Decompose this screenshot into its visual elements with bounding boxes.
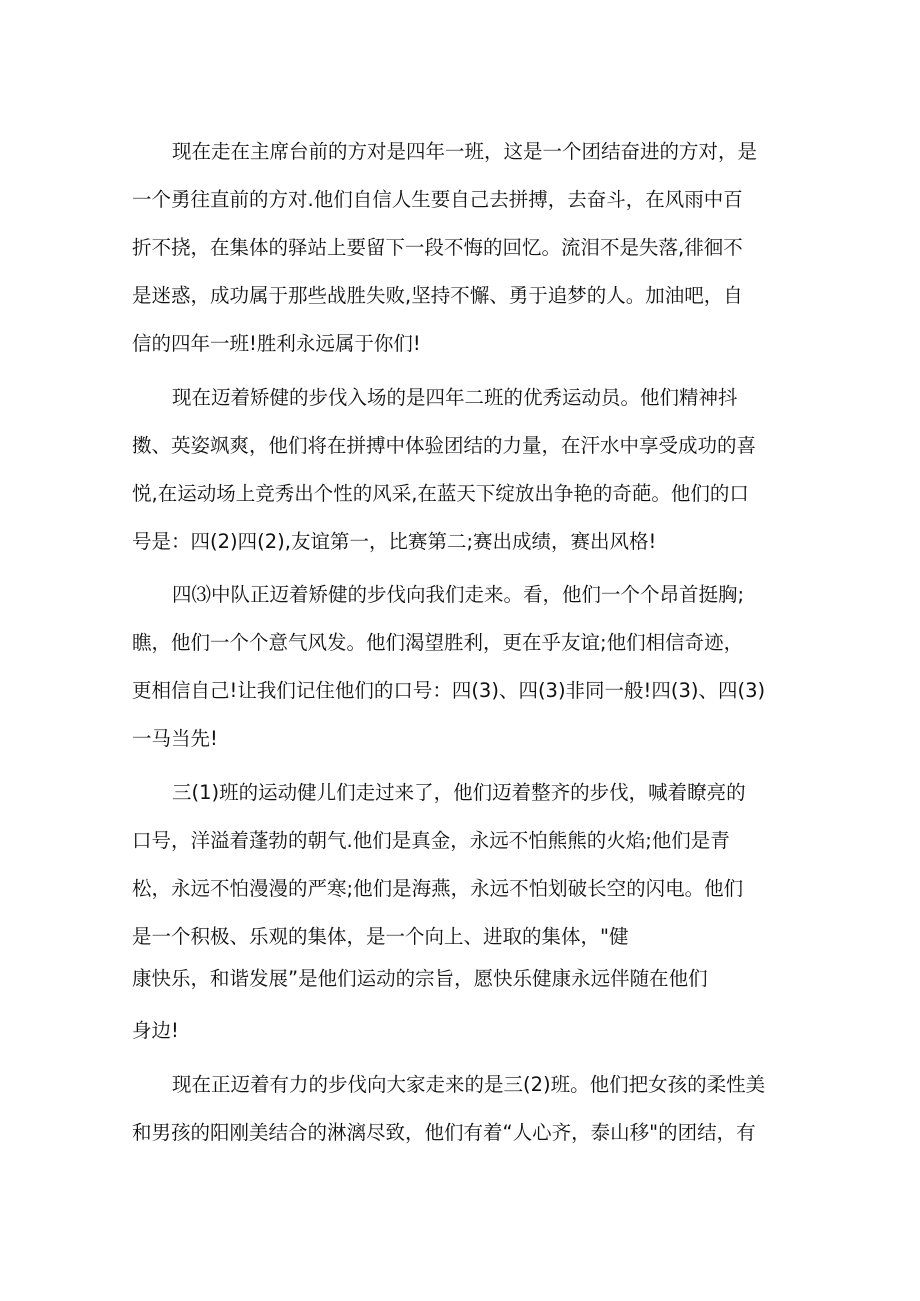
paragraph-3-line-1: 四⑶中队正迈着矫健的步伐向我们走来。看，他们一个个昂首挺胸; bbox=[172, 583, 745, 606]
paragraph-2-line-1: 现在迈着矫健的步伐入场的是四年二班的优秀运动员。他们精神抖 bbox=[172, 386, 738, 409]
paragraph-4-line-1: 三(1)班的运动健儿们走过来了，他们迈着整齐的步伐，喊着瞭亮的 bbox=[172, 781, 746, 804]
paragraph-4-line-3: 松，永远不怕漫漫的严寒;他们是海燕，永远不怕划破长空的闪电。他们 bbox=[132, 877, 744, 900]
paragraph-1-line-2: 一个勇往直前的方对.他们自信人生要自己去拼搏，去奋斗，在风雨中百 bbox=[132, 188, 743, 211]
paragraph-1-line-1: 现在走在主席台前的方对是四年一班，这是一个团结奋进的方对，是 bbox=[172, 140, 758, 163]
paragraph-2-line-4: 号是：四(2)四(2),友谊第一，比赛第二;赛出成绩，赛出风格! bbox=[132, 530, 657, 553]
paragraph-5-line-1: 现在正迈着有力的步伐向大家走来的是三(2)班。他们把女孩的柔性美 bbox=[172, 1073, 766, 1096]
paragraph-4-line-6: 身边! bbox=[132, 1019, 179, 1042]
paragraph-3-line-2: 瞧，他们一个个意气风发。他们渴望胜利，更在乎友谊;他们相信奇迹， bbox=[132, 631, 744, 654]
paragraph-2-line-3: 悦,在运动场上竞秀出个性的风采,在蓝天下绽放出争艳的奇葩。他们的口 bbox=[132, 482, 749, 505]
paragraph-4-line-5: 康快乐，和谐发展”是他们运动的宗旨，愿快乐健康永远伴随在他们 bbox=[132, 967, 708, 990]
paragraph-5-line-2: 和男孩的阳刚美结合的淋漓尽致，他们有着“人心齐，泰山移"的团结，有 bbox=[132, 1121, 756, 1144]
paragraph-4-line-2: 口号，洋溢着蓬勃的朝气.他们是真金，永远不怕熊熊的火焰;他们是青 bbox=[132, 829, 730, 852]
paragraph-3-line-3: 更相信自己!让我们记住他们的口号：四(3)、四(3)非同一般!四(3)、四(3) bbox=[132, 679, 766, 702]
paragraph-4-line-4: 是一个积极、乐观的集体，是一个向上、进取的集体，"健 bbox=[132, 925, 629, 948]
paragraph-1-line-3: 折不挠，在集体的驿站上要留下一段不悔的回忆。流泪不是失落,徘徊不 bbox=[132, 236, 743, 259]
paragraph-1-line-4: 是迷惑，成功属于那些战胜失败,坚持不懈、勇于追梦的人。加油吧，自 bbox=[132, 284, 743, 307]
paragraph-1-line-5: 信的四年一班!胜利永远属于你们! bbox=[132, 332, 421, 355]
paragraph-3-line-4: 一马当先! bbox=[132, 727, 218, 750]
paragraph-2-line-2: 擞、英姿飒爽，他们将在拼搏中体验团结的力量，在汗水中享受成功的喜 bbox=[132, 434, 757, 457]
